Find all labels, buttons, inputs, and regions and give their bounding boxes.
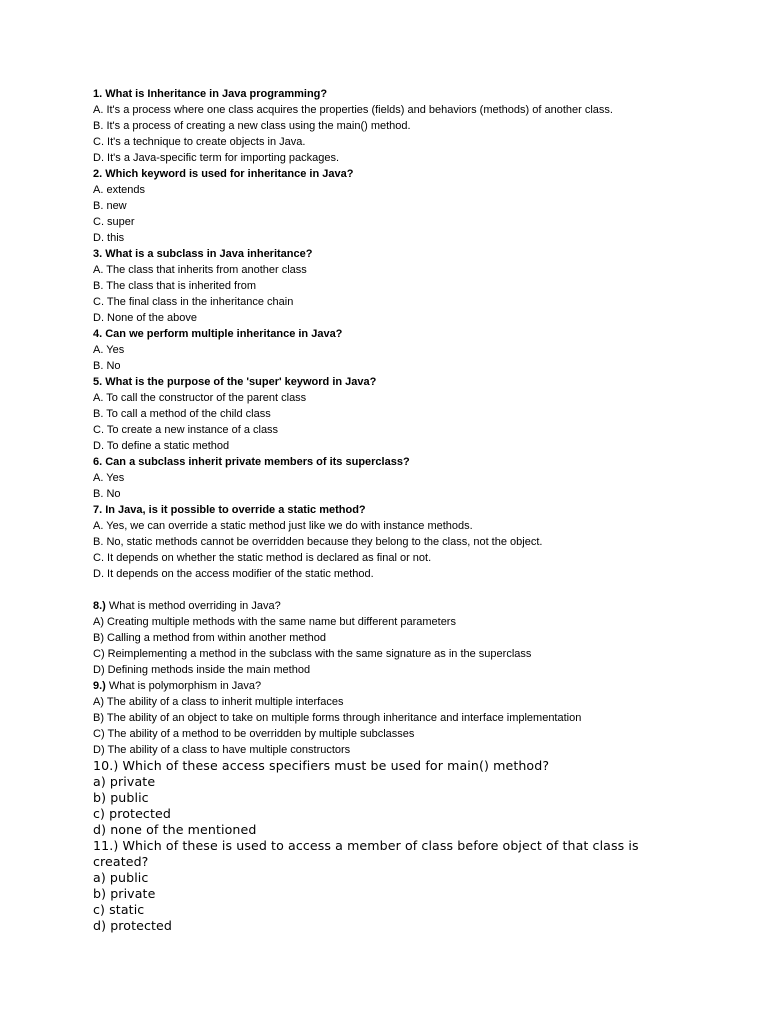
question-1-option-a: A. It's a process where one class acquires the properties (fields) and behaviors (methods) of another class. [93, 104, 613, 116]
question-8 [93, 598, 733, 614]
question-10-option-d: d) none of the mentioned [93, 822, 257, 837]
question-1-option-b: B. It's a process of creating a new class using the main() method. [93, 120, 411, 132]
question-3-option-b: B. The class that is inherited from [93, 280, 257, 292]
question-8-option-b: B) Calling a method from within another method [93, 632, 326, 644]
question-9-option-a: A) The ability of a class to inherit multiple interfaces [93, 696, 344, 708]
question-11: 11.) Which of these is used to access a member of class before object of that class is created? [93, 838, 639, 869]
question-10: 10.) Which of these access specifiers must be used for main() method? [93, 758, 550, 773]
question-6-option-b: B. No [93, 488, 121, 500]
questions-part1 [93, 86, 733, 582]
question-2: 2. Which keyword is used for inheritance in Java? [93, 168, 354, 180]
question-9-option-c: C) The ability of a method to be overridden by multiple subclasses [93, 728, 415, 740]
question-9-number: 9.) [93, 680, 106, 692]
question-1-option-c: C. It's a technique to create objects in Java. [93, 136, 306, 148]
question-9-text: What is polymorphism in Java? [105, 680, 262, 692]
question-2-option-a: A. extends [93, 184, 145, 196]
question-8-text: What is method overriding in Java? [105, 600, 281, 612]
question-2-option-c: C. super [93, 216, 135, 228]
question-4: 4. Can we perform multiple inheritance in Java? [93, 328, 343, 340]
question-10-option-a: a) private [93, 774, 156, 789]
blank-line [93, 582, 733, 598]
question-2-option-d: D. this [93, 232, 125, 244]
question-11-option-c: c) static [93, 902, 145, 917]
question-10-option-c: c) protected [93, 806, 171, 821]
question-1-option-d: D. It's a Java-specific term for importing packages. [93, 152, 340, 164]
question-6: 6. Can a subclass inherit private members of its superclass? [93, 456, 410, 468]
question-3: 3. What is a subclass in Java inheritance? [93, 248, 313, 260]
question-1: 1. What is Inheritance in Java programming? [93, 88, 328, 100]
question-8-option-c: C) Reimplementing a method in the subclass with the same signature as in the superclass [93, 648, 532, 660]
question-7-option-a: A. Yes, we can override a static method just like we do with instance methods. [93, 520, 473, 532]
question-7-option-c: C. It depends on whether the static method is declared as final or not. [93, 552, 432, 564]
question-8-option-d: D) Defining methods inside the main method [93, 664, 311, 676]
question-8-option-a: A) Creating multiple methods with the same name but different parameters [93, 616, 456, 628]
question-11-option-b: b) private [93, 886, 156, 901]
question-8-number: 8.) [93, 600, 106, 612]
question-7: 7. In Java, is it possible to override a static method? [93, 504, 366, 516]
question-4-option-b: B. No [93, 360, 121, 372]
question-3-option-a: A. The class that inherits from another class [93, 264, 307, 276]
question-4-option-a: A. Yes [93, 344, 125, 356]
question-5: 5. What is the purpose of the 'super' keyword in Java? [93, 376, 377, 388]
questions-part2 [93, 598, 733, 758]
question-2-option-b: B. new [93, 200, 127, 212]
question-3-option-d: D. None of the above [93, 312, 197, 324]
question-5-option-d: D. To define a static method [93, 440, 230, 452]
question-9 [93, 678, 733, 694]
question-5-option-b: B. To call a method of the child class [93, 408, 271, 420]
question-10-option-b: b) public [93, 790, 149, 805]
question-6-option-a: A. Yes [93, 472, 125, 484]
question-5-option-c: C. To create a new instance of a class [93, 424, 279, 436]
questions-part3 [93, 758, 733, 934]
document-page [93, 86, 733, 934]
question-3-option-c: C. The final class in the inheritance chain [93, 296, 294, 308]
question-11-option-a: a) public [93, 870, 149, 885]
question-7-option-d: D. It depends on the access modifier of the static method. [93, 568, 374, 580]
question-7-option-b: B. No, static methods cannot be overridden because they belong to the class, not the object. [93, 536, 543, 548]
question-9-option-d: D) The ability of a class to have multiple constructors [93, 744, 351, 756]
question-11-option-d: d) protected [93, 918, 173, 933]
question-5-option-a: A. To call the constructor of the parent class [93, 392, 307, 404]
question-9-option-b: B) The ability of an object to take on multiple forms through inheritance and interface implementation [93, 712, 582, 724]
